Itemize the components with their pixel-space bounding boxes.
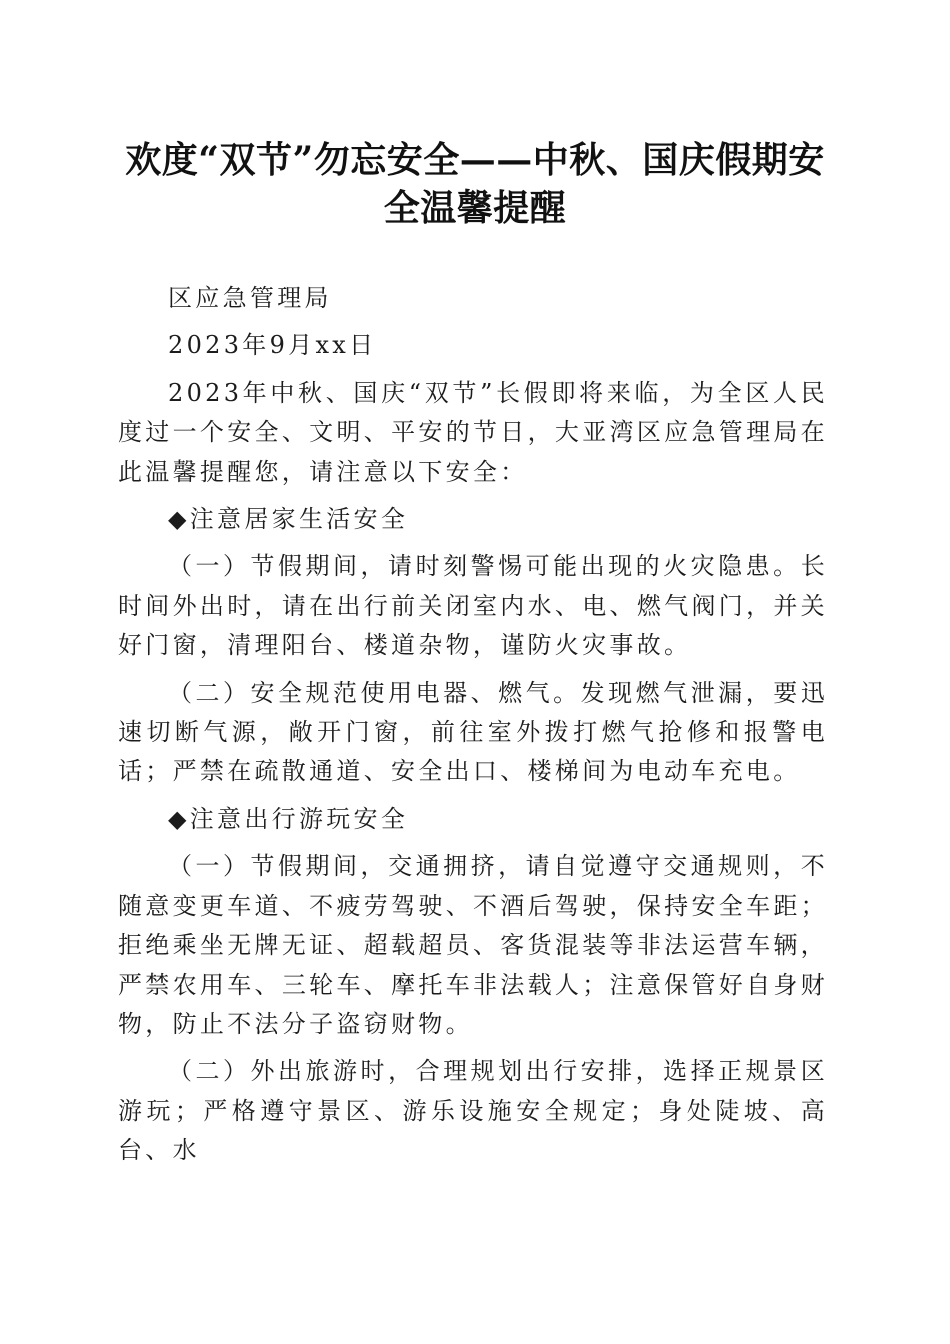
section-heading-home-safety: ◆注意居家生活安全 [168,505,409,534]
date-line: 2023年9月xx日 [168,331,377,360]
paragraph-lead: （一）节假期间，交通拥挤，请自觉遵守交通规则，不随意变更车道、不疲劳驾驶、不酒后驾驶，保持安全车距； [118,852,828,920]
paragraph [118,674,828,792]
document-title: 欢度“双节”勿忘安全——中秋、国庆假期安全温馨提醒 [125,139,825,229]
paragraph-text: 拒绝乘坐无牌无证、超载超员、客货混装等非法运营车辆，严禁农用车、三轮车、摩托车非法载人；注意保管好自身财物，防止不法分子盗窃财物。 [118,931,828,1038]
paragraph-text: 发现燃气泄漏，要迅速切断气源，敞开门窗，前往室外拨打燃气抢修和报警电话；严禁在疏散通道、安全出口、楼梯间为电动车充电。 [118,678,829,786]
paragraph-lead: （一）节假期间，请时刻警惕可能出现的火灾隐患。 [168,552,801,581]
paragraph-lead: （二）外出旅游时，合理规划出行安排，选择正规景区游玩； [118,1057,828,1125]
document-body [118,279,828,1179]
paragraph [118,847,828,1044]
paragraph [118,1052,828,1170]
paragraph-text: 长时间外出时，请在出行前关闭室内水、电、燃气阀门，并关好门窗，清理阳台、楼道杂物，谨防火灾事故。 [118,552,828,660]
paragraph-lead: （二）安全规范使用电器、燃气。 [168,678,581,707]
section-heading-travel-safety: ◆注意出行游玩安全 [168,804,409,833]
paragraph [118,547,828,665]
paragraph-text: 严格遵守景区、游乐设施安全规定；身处陡坡、高台、水 [118,1096,828,1165]
intro-paragraph: 2023年中秋、国庆“双节”长假即将来临，为全区人民度过一个安全、文明、平安的节日，大亚湾区应急管理局在此温馨提醒您，请注意以下安全： [118,378,828,486]
issuer-line: 区应急管理局 [168,284,332,312]
